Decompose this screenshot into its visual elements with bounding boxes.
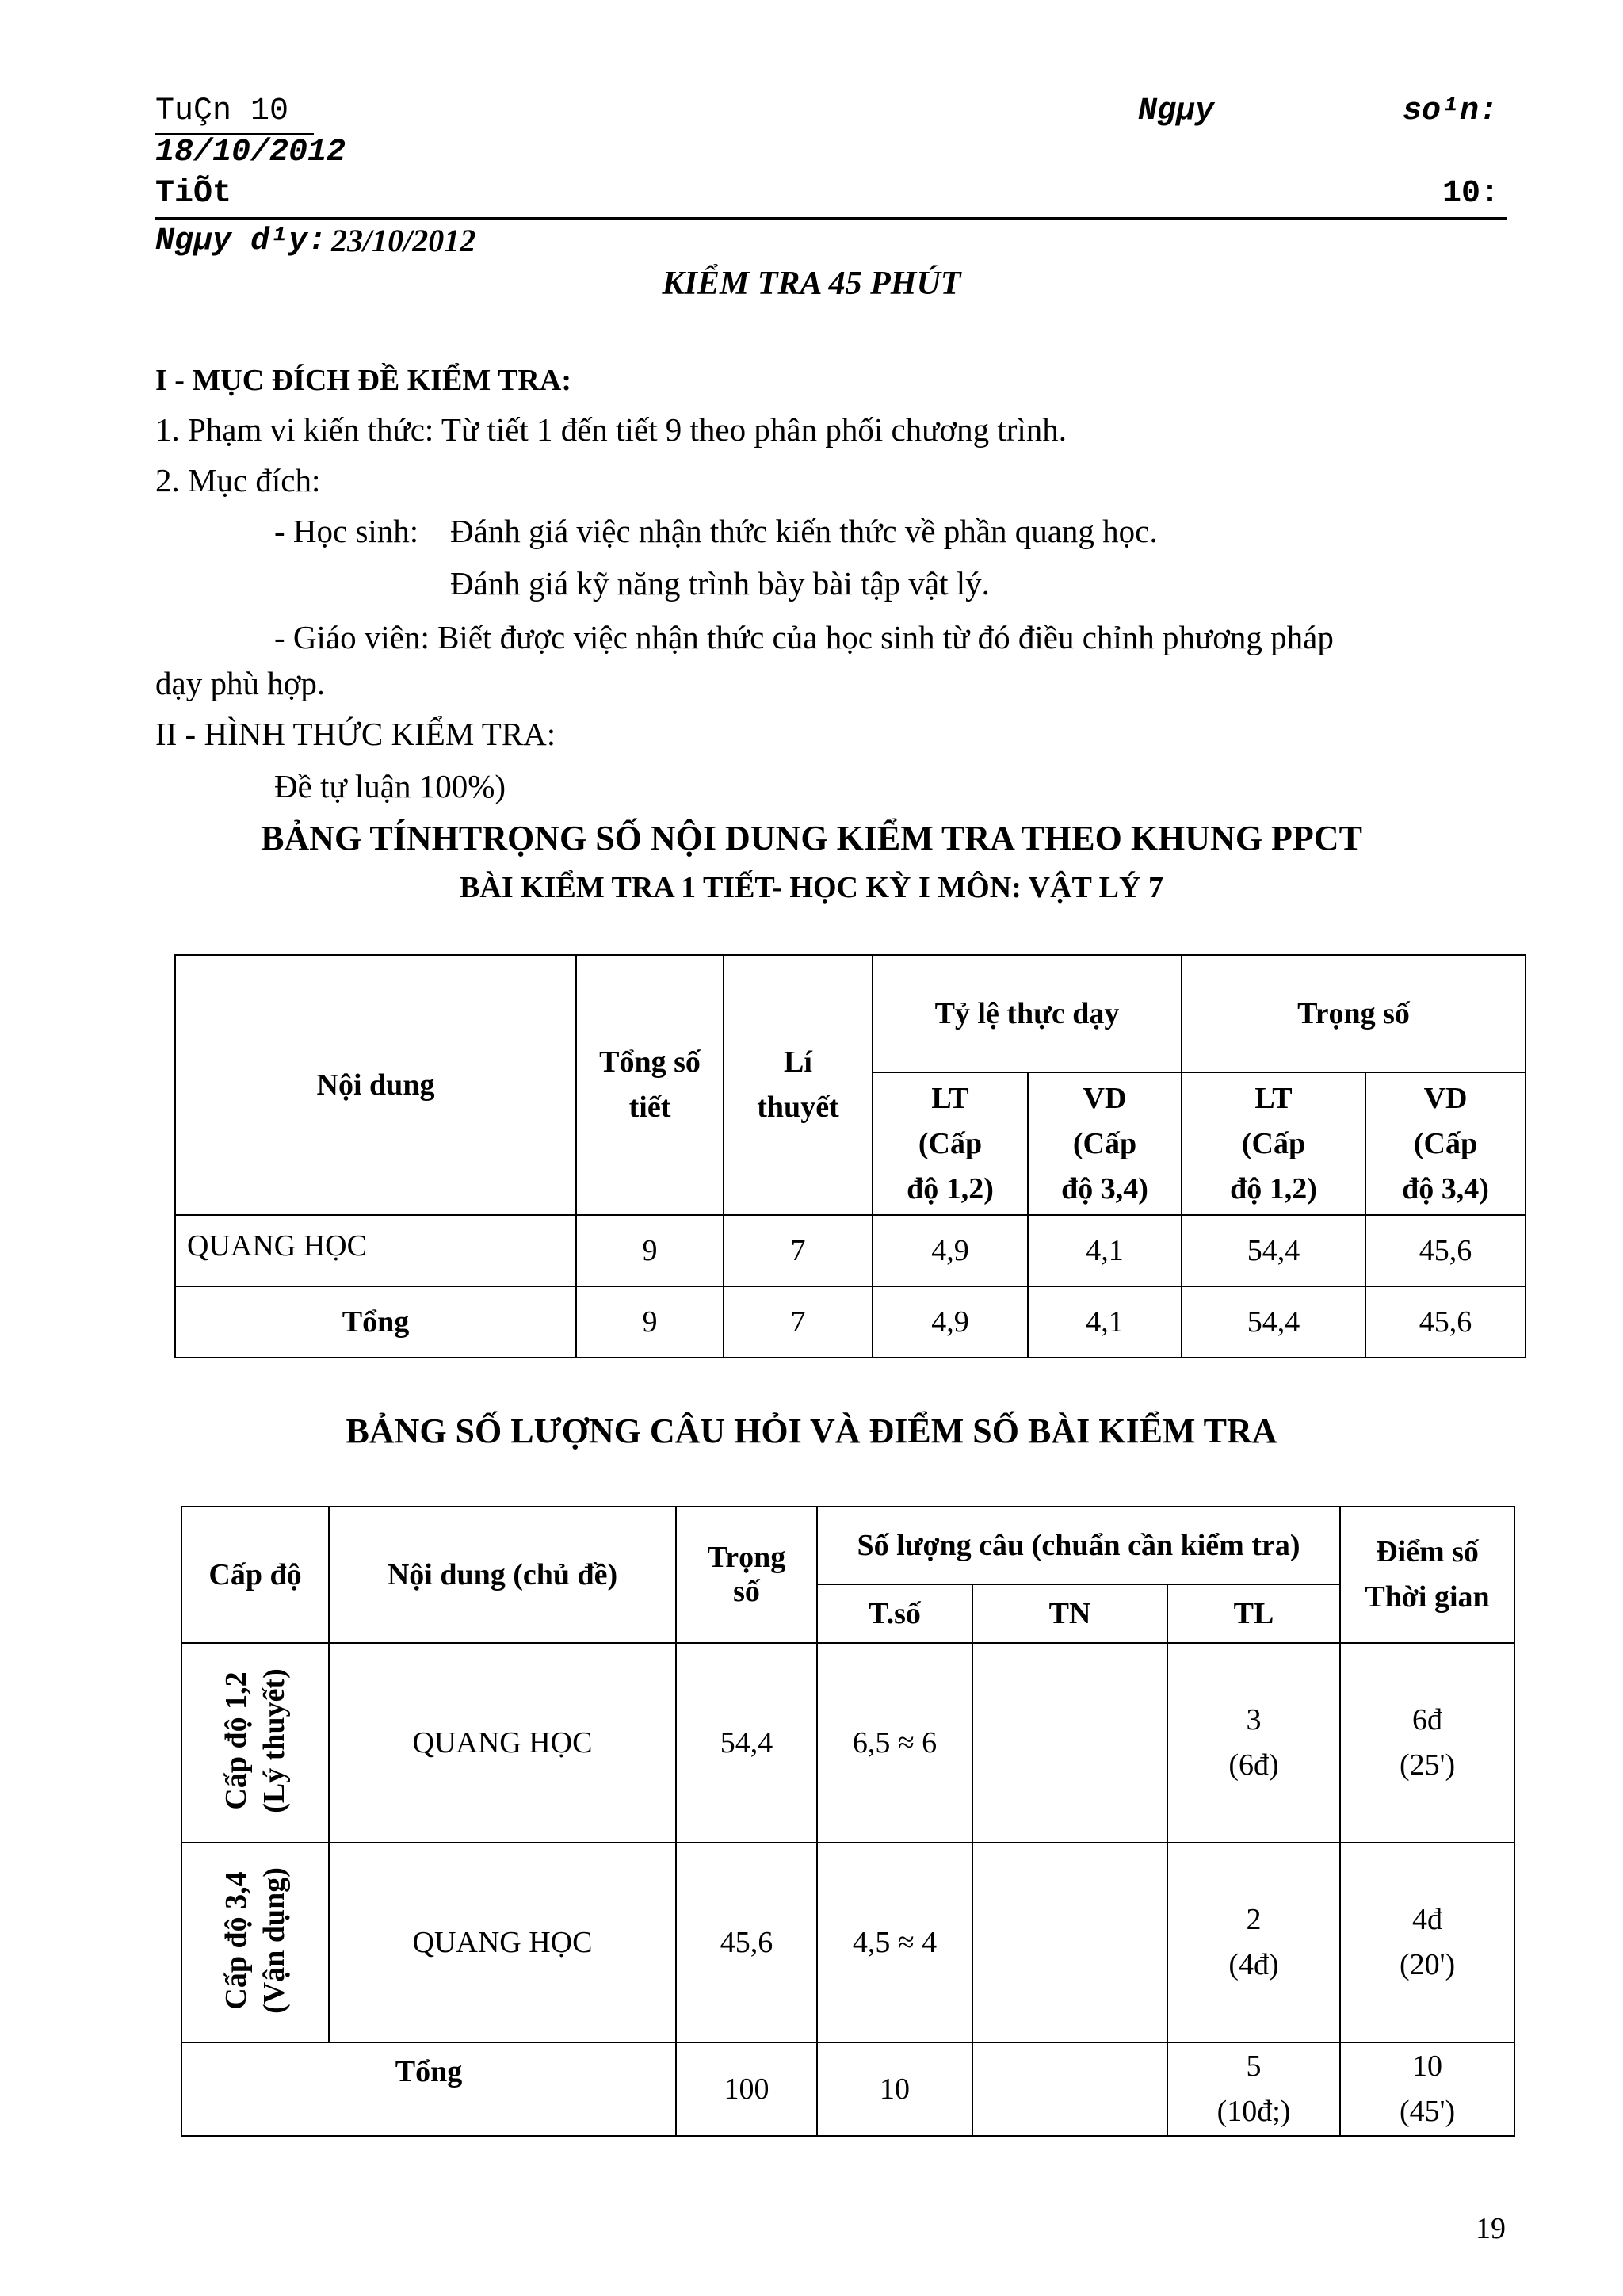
level-cell: Cấp độ 3,4 (Vận dụng)	[181, 1843, 329, 2042]
col-level-header: Cấp độ	[181, 1507, 329, 1643]
table-row: QUANG HỌC 9 7 4,9 4,1 54,4 45,6	[175, 1215, 1526, 1286]
table-row-total: Tổng 9 7 4,9 4,1 54,4 45,6	[175, 1286, 1526, 1358]
section2-heading: II - HÌNH THỨC KIỂM TRA:	[155, 716, 556, 752]
table-row: Cấp độ 1,2 (Lý thuyết) QUANG HỌC 54,4 6,5 ≈ 6 3 (6đ) 6đ (25')	[181, 1643, 1514, 1843]
col-total-header-a: Tổng số	[599, 1045, 701, 1079]
exam-format: Đề tự luận 100%)	[274, 768, 506, 804]
table-row-total: Tổng 100 10 5 (10đ;) 10 (45')	[181, 2042, 1514, 2136]
col-theory-header	[724, 955, 873, 1215]
prep-date-label: Ngµy	[1138, 94, 1215, 129]
col-topic-header: Nội dung (chủ đề)	[329, 1507, 676, 1643]
col-weight-header: Trọng số	[1182, 955, 1526, 1072]
lesson-label: TiÕt	[155, 176, 232, 212]
col-theory-header-b: thuyết	[757, 1091, 839, 1124]
col-content-header: Nội dung	[175, 955, 576, 1215]
col-weight-header: Trọng số	[676, 1507, 817, 1643]
lesson-number: 10:	[1442, 176, 1500, 212]
page-number: 19	[1476, 2212, 1506, 2245]
teach-date: 23/10/2012	[331, 223, 476, 258]
col-weight-vd-header: VD (Cấp độ 3,4)	[1365, 1072, 1526, 1215]
teach-date-label: Ngµy d¹y:	[155, 223, 327, 259]
section1-heading: I - MỤC ĐÍCH ĐỀ KIỂM TRA:	[155, 364, 571, 397]
col-tso-header: T.số	[817, 1584, 972, 1643]
col-tl-header: TL	[1167, 1584, 1340, 1643]
col-ratio-lt-header: LT (Cấp độ 1,2)	[873, 1072, 1028, 1215]
header-rule	[155, 217, 1507, 220]
page-title: KIỂM TRA 45 PHÚT	[662, 266, 961, 302]
col-ratio-header: Tỷ lệ thực dạy	[873, 955, 1182, 1072]
col-weight-lt-header: LT (Cấp độ 1,2)	[1182, 1072, 1365, 1215]
student-line-1: Đánh giá việc nhận thức kiến thức về phần quang học.	[450, 513, 1158, 549]
student-label: - Học sinh:	[274, 513, 419, 549]
weight-table	[174, 954, 1526, 1358]
col-ratio-vd-header: VD (Cấp độ 3,4)	[1028, 1072, 1182, 1215]
scope-line: 1. Phạm vi kiến thức: Từ tiết 1 đến tiết 9 theo phân phối chương trình.	[155, 411, 1067, 448]
col-count-header: Số lượng câu (chuẩn cần kiểm tra)	[817, 1507, 1340, 1584]
teacher-line-1: - Giáo viên: Biết được việc nhận thức của học sinh từ đó điều chỉnh phương pháp	[274, 619, 1334, 655]
table1-subtitle: BÀI KIỂM TRA 1 TIẾT- HỌC KỲ I MÔN: VẬT LÝ 7	[460, 871, 1163, 904]
col-score-header: Điểm số Thời gian	[1340, 1507, 1514, 1643]
question-table	[181, 1506, 1515, 2137]
table1-title: BẢNG TÍNHTRỌNG SỐ NỘI DUNG KIỂM TRA THEO KHUNG PPCT	[261, 819, 1362, 858]
purpose-line: 2. Mục đích:	[155, 462, 321, 499]
table2-title: BẢNG SỐ LƯỢNG CÂU HỎI VÀ ĐIỂM SỐ BÀI KIỂM TRA	[346, 1412, 1277, 1450]
table-row: Cấp độ 3,4 (Vận dụng) QUANG HỌC 45,6 4,5 ≈ 4 2 (4đ) 4đ (20')	[181, 1843, 1514, 2042]
level-cell: Cấp độ 1,2 (Lý thuyết)	[181, 1643, 329, 1843]
week-label: TuÇn 10	[155, 94, 289, 129]
col-total-header	[576, 955, 724, 1215]
student-line-2: Đánh giá kỹ năng trình bày bài tập vật lý.	[450, 565, 990, 602]
col-theory-header-a: Lí	[784, 1045, 812, 1079]
prep-date: 18/10/2012	[155, 135, 346, 170]
teacher-line-2: dạy phù hợp.	[155, 665, 326, 701]
col-total-header-b: tiết	[628, 1091, 671, 1124]
col-tn-header: TN	[972, 1584, 1167, 1643]
prep-date-label-2: so¹n:	[1403, 94, 1499, 129]
